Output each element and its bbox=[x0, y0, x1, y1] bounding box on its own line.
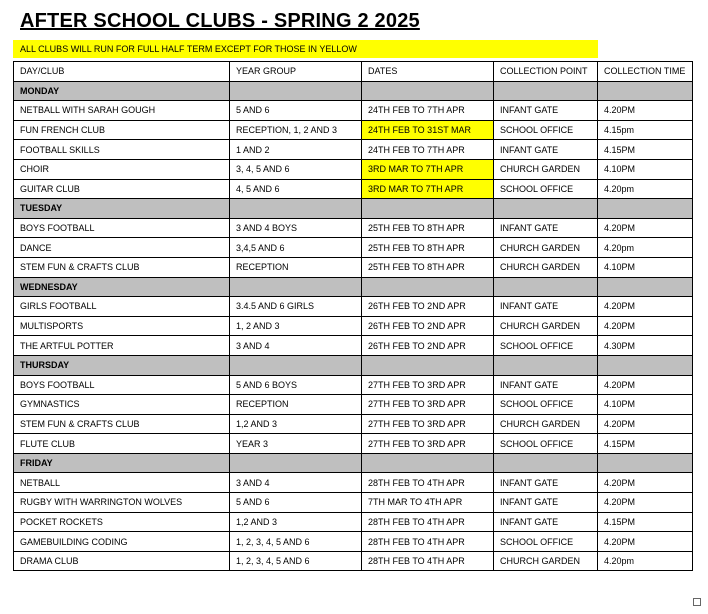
year-group-cell: 5 AND 6 bbox=[230, 101, 362, 121]
day-header-cell bbox=[494, 277, 598, 297]
table-row bbox=[14, 512, 693, 532]
year-group-cell: 3 AND 4 bbox=[230, 473, 362, 493]
dates-cell: 26TH FEB TO 2ND APR bbox=[362, 297, 494, 317]
year-group-cell: 3, 4, 5 AND 6 bbox=[230, 159, 362, 179]
day-header-cell bbox=[230, 81, 362, 101]
year-group-cell: 1 AND 2 bbox=[230, 140, 362, 160]
table-row bbox=[14, 316, 693, 336]
collection-time-cell: 4.15pm bbox=[598, 120, 693, 140]
table-row bbox=[14, 434, 693, 454]
day-name: WEDNESDAY bbox=[14, 277, 230, 297]
table-row bbox=[14, 414, 693, 434]
day-header-cell bbox=[598, 277, 693, 297]
club-name-cell: DRAMA CLUB bbox=[14, 551, 230, 571]
table-row bbox=[14, 140, 693, 160]
day-header-cell bbox=[494, 199, 598, 219]
collection-point-cell: SCHOOL OFFICE bbox=[494, 532, 598, 552]
year-group-cell: 3.4.5 AND 6 GIRLS bbox=[230, 297, 362, 317]
club-name-cell: FUN FRENCH CLUB bbox=[14, 120, 230, 140]
collection-time-cell: 4.20PM bbox=[598, 493, 693, 513]
day-header-cell bbox=[362, 81, 494, 101]
year-group-cell: 3 AND 4 BOYS bbox=[230, 218, 362, 238]
club-name-cell: BOYS FOOTBALL bbox=[14, 375, 230, 395]
header-day-club: DAY/CLUB bbox=[14, 62, 230, 82]
header-collection-point: COLLECTION POINT bbox=[494, 62, 598, 82]
club-name-cell: GIRLS FOOTBALL bbox=[14, 297, 230, 317]
dates-cell: 27TH FEB TO 3RD APR bbox=[362, 414, 494, 434]
resize-handle[interactable] bbox=[693, 598, 701, 606]
collection-point-cell: INFANT GATE bbox=[494, 297, 598, 317]
dates-cell: 28TH FEB TO 4TH APR bbox=[362, 532, 494, 552]
collection-point-cell: INFANT GATE bbox=[494, 375, 598, 395]
club-name-cell: STEM FUN & CRAFTS CLUB bbox=[14, 414, 230, 434]
collection-time-cell: 4.15PM bbox=[598, 140, 693, 160]
day-header-cell bbox=[362, 277, 494, 297]
collection-time-cell: 4.20pm bbox=[598, 238, 693, 258]
table-row bbox=[14, 120, 693, 140]
club-name-cell: GYMNASTICS bbox=[14, 395, 230, 415]
page-title: AFTER SCHOOL CLUBS - SPRING 2 2025 bbox=[20, 10, 420, 32]
day-name: THURSDAY bbox=[14, 355, 230, 375]
day-header-cell bbox=[598, 81, 693, 101]
club-name-cell: RUGBY WITH WARRINGTON WOLVES bbox=[14, 493, 230, 513]
year-group-cell: 3 AND 4 bbox=[230, 336, 362, 356]
collection-point-cell: SCHOOL OFFICE bbox=[494, 336, 598, 356]
collection-time-cell: 4.20PM bbox=[598, 532, 693, 552]
year-group-cell: 1,2 AND 3 bbox=[230, 414, 362, 434]
year-group-cell: 1, 2 AND 3 bbox=[230, 316, 362, 336]
day-name: FRIDAY bbox=[14, 453, 230, 473]
dates-cell: 27TH FEB TO 3RD APR bbox=[362, 395, 494, 415]
year-group-cell: 1, 2, 3, 4, 5 AND 6 bbox=[230, 551, 362, 571]
collection-time-cell: 4.15PM bbox=[598, 434, 693, 454]
day-header-cell bbox=[362, 355, 494, 375]
table-row bbox=[14, 257, 693, 277]
day-header-cell bbox=[598, 453, 693, 473]
dates-cell: 3RD MAR TO 7TH APR bbox=[362, 159, 494, 179]
club-name-cell: MULTISPORTS bbox=[14, 316, 230, 336]
collection-time-cell: 4.20PM bbox=[598, 101, 693, 121]
collection-point-cell: INFANT GATE bbox=[494, 101, 598, 121]
club-name-cell: NETBALL bbox=[14, 473, 230, 493]
collection-point-cell: CHURCH GARDEN bbox=[494, 551, 598, 571]
collection-time-cell: 4.10PM bbox=[598, 257, 693, 277]
table-row bbox=[14, 297, 693, 317]
collection-time-cell: 4.20pm bbox=[598, 551, 693, 571]
year-group-cell: YEAR 3 bbox=[230, 434, 362, 454]
club-name-cell: GUITAR CLUB bbox=[14, 179, 230, 199]
collection-time-cell: 4.15PM bbox=[598, 512, 693, 532]
club-name-cell: GAMEBUILDING CODING bbox=[14, 532, 230, 552]
collection-point-cell: INFANT GATE bbox=[494, 473, 598, 493]
collection-time-cell: 4.10PM bbox=[598, 159, 693, 179]
day-header-row bbox=[14, 277, 693, 297]
day-header-row bbox=[14, 199, 693, 219]
collection-point-cell: INFANT GATE bbox=[494, 512, 598, 532]
dates-cell: 28TH FEB TO 4TH APR bbox=[362, 551, 494, 571]
club-name-cell: FLUTE CLUB bbox=[14, 434, 230, 454]
day-header-cell bbox=[362, 199, 494, 219]
collection-point-cell: INFANT GATE bbox=[494, 140, 598, 160]
club-name-cell: CHOIR bbox=[14, 159, 230, 179]
collection-time-cell: 4.20PM bbox=[598, 218, 693, 238]
collection-point-cell: CHURCH GARDEN bbox=[494, 316, 598, 336]
header-dates: DATES bbox=[362, 62, 494, 82]
club-name-cell: FOOTBALL SKILLS bbox=[14, 140, 230, 160]
club-name-cell: STEM FUN & CRAFTS CLUB bbox=[14, 257, 230, 277]
yellow-notice-banner: ALL CLUBS WILL RUN FOR FULL HALF TERM EXCEPT FOR THOSE IN YELLOW bbox=[13, 40, 598, 58]
table-row bbox=[14, 101, 693, 121]
collection-time-cell: 4.20PM bbox=[598, 473, 693, 493]
table-row bbox=[14, 551, 693, 571]
table-row bbox=[14, 375, 693, 395]
dates-cell: 25TH FEB TO 8TH APR bbox=[362, 257, 494, 277]
club-name-cell: BOYS FOOTBALL bbox=[14, 218, 230, 238]
collection-time-cell: 4.20PM bbox=[598, 375, 693, 395]
dates-cell: 27TH FEB TO 3RD APR bbox=[362, 375, 494, 395]
collection-time-cell: 4.20pm bbox=[598, 179, 693, 199]
table-row bbox=[14, 473, 693, 493]
table-header-row bbox=[14, 62, 693, 82]
day-header-cell bbox=[230, 277, 362, 297]
year-group-cell: 5 AND 6 BOYS bbox=[230, 375, 362, 395]
dates-cell: 24TH FEB TO 31ST MAR bbox=[362, 120, 494, 140]
collection-point-cell: CHURCH GARDEN bbox=[494, 159, 598, 179]
table-row bbox=[14, 179, 693, 199]
day-header-cell bbox=[598, 355, 693, 375]
dates-cell: 25TH FEB TO 8TH APR bbox=[362, 238, 494, 258]
club-name-cell: THE ARTFUL POTTER bbox=[14, 336, 230, 356]
year-group-cell: 1,2 AND 3 bbox=[230, 512, 362, 532]
day-header-cell bbox=[494, 355, 598, 375]
day-name: TUESDAY bbox=[14, 199, 230, 219]
club-name-cell: NETBALL WITH SARAH GOUGH bbox=[14, 101, 230, 121]
collection-point-cell: INFANT GATE bbox=[494, 218, 598, 238]
table-row bbox=[14, 159, 693, 179]
collection-point-cell: CHURCH GARDEN bbox=[494, 257, 598, 277]
dates-cell: 24TH FEB TO 7TH APR bbox=[362, 101, 494, 121]
day-header-cell bbox=[494, 81, 598, 101]
dates-cell: 26TH FEB TO 2ND APR bbox=[362, 336, 494, 356]
collection-time-cell: 4.20PM bbox=[598, 316, 693, 336]
collection-time-cell: 4.20PM bbox=[598, 297, 693, 317]
dates-cell: 28TH FEB TO 4TH APR bbox=[362, 473, 494, 493]
dates-cell: 25TH FEB TO 8TH APR bbox=[362, 218, 494, 238]
year-group-cell: RECEPTION bbox=[230, 395, 362, 415]
club-name-cell: DANCE bbox=[14, 238, 230, 258]
year-group-cell: 3,4,5 AND 6 bbox=[230, 238, 362, 258]
collection-point-cell: SCHOOL OFFICE bbox=[494, 179, 598, 199]
day-header-row bbox=[14, 453, 693, 473]
day-header-cell bbox=[230, 199, 362, 219]
day-header-row bbox=[14, 355, 693, 375]
table-row bbox=[14, 238, 693, 258]
day-header-cell bbox=[230, 453, 362, 473]
header-collection-time: COLLECTION TIME bbox=[598, 62, 693, 82]
year-group-cell: 4, 5 AND 6 bbox=[230, 179, 362, 199]
year-group-cell: 5 AND 6 bbox=[230, 493, 362, 513]
day-header-cell bbox=[362, 453, 494, 473]
clubs-table bbox=[13, 61, 693, 571]
table-row bbox=[14, 395, 693, 415]
year-group-cell: 1, 2, 3, 4, 5 AND 6 bbox=[230, 532, 362, 552]
year-group-cell: RECEPTION bbox=[230, 257, 362, 277]
day-header-cell bbox=[598, 199, 693, 219]
dates-cell: 27TH FEB TO 3RD APR bbox=[362, 434, 494, 454]
dates-cell: 26TH FEB TO 2ND APR bbox=[362, 316, 494, 336]
collection-time-cell: 4.30PM bbox=[598, 336, 693, 356]
collection-point-cell: CHURCH GARDEN bbox=[494, 414, 598, 434]
header-year-group: YEAR GROUP bbox=[230, 62, 362, 82]
club-name-cell: POCKET ROCKETS bbox=[14, 512, 230, 532]
day-header-cell bbox=[230, 355, 362, 375]
day-header-cell bbox=[494, 453, 598, 473]
dates-cell: 7TH MAR TO 4TH APR bbox=[362, 493, 494, 513]
table-row bbox=[14, 493, 693, 513]
table-row bbox=[14, 336, 693, 356]
day-header-row bbox=[14, 81, 693, 101]
collection-time-cell: 4.10PM bbox=[598, 395, 693, 415]
collection-point-cell: SCHOOL OFFICE bbox=[494, 395, 598, 415]
collection-point-cell: SCHOOL OFFICE bbox=[494, 120, 598, 140]
table-row bbox=[14, 218, 693, 238]
table-row bbox=[14, 532, 693, 552]
dates-cell: 28TH FEB TO 4TH APR bbox=[362, 512, 494, 532]
year-group-cell: RECEPTION, 1, 2 AND 3 bbox=[230, 120, 362, 140]
collection-point-cell: CHURCH GARDEN bbox=[494, 238, 598, 258]
collection-point-cell: INFANT GATE bbox=[494, 493, 598, 513]
collection-point-cell: SCHOOL OFFICE bbox=[494, 434, 598, 454]
dates-cell: 3RD MAR TO 7TH APR bbox=[362, 179, 494, 199]
day-name: MONDAY bbox=[14, 81, 230, 101]
collection-time-cell: 4.20PM bbox=[598, 414, 693, 434]
dates-cell: 24TH FEB TO 7TH APR bbox=[362, 140, 494, 160]
